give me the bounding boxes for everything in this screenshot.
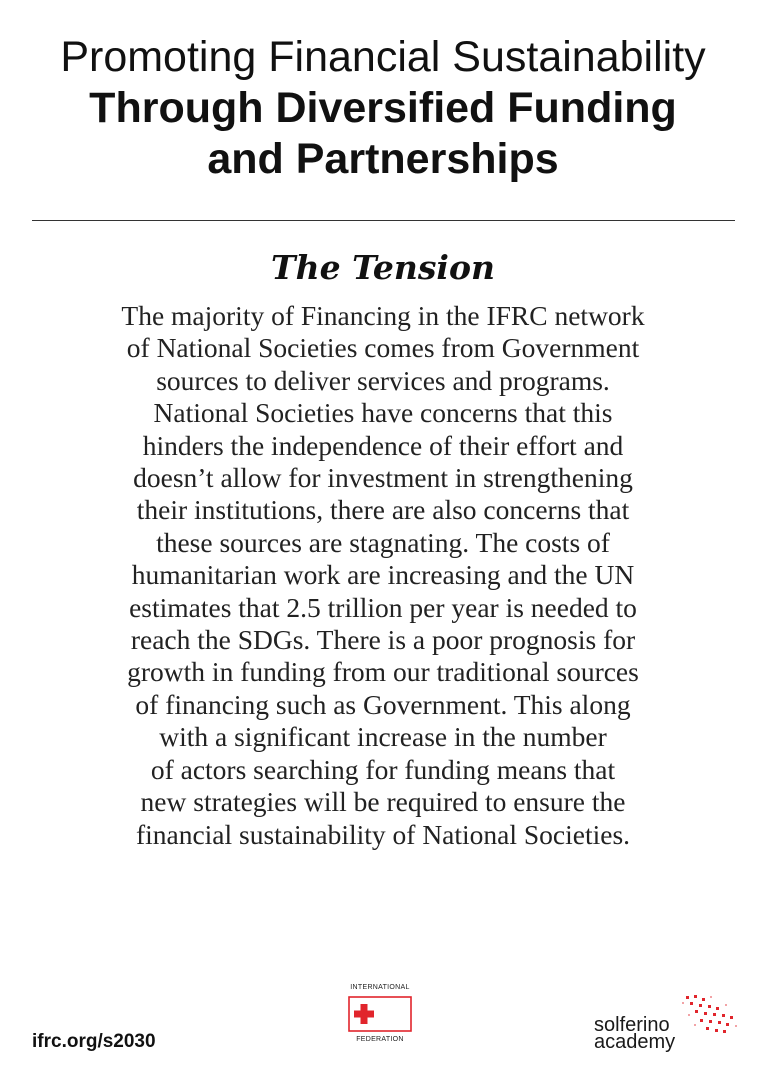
body-line: these sources are stagnating. The costs of [156,526,610,558]
title-line-1: Promoting Financial Sustainability [60,33,706,81]
divider [32,220,735,221]
ifrc-logo [340,980,420,1046]
body-line: National Societies have concerns that this [153,397,613,429]
body-line: financial sustainability of National Societies. [135,818,631,850]
body-line: new strategies will be required to ensure the [140,786,626,818]
section-heading: The Tension [271,248,495,287]
body-line: hinders the independence of their effort and [142,429,624,461]
body-line: doesn’t allow for investment in strengthening [133,462,633,494]
footer-url: ifrc.org/s2030 [32,1031,156,1052]
red-cross-red-crescent-emblem-icon [348,996,412,1032]
body-line: with a significant increase in the number [159,721,607,753]
solferino-academy-logo [590,992,750,1054]
solferino-star-pattern-icon [680,992,740,1038]
solferino-academy-wordmark [594,1014,676,1053]
page-title [0,32,766,185]
body-line: The majority of Financing in the IFRC network [121,300,645,331]
body-line: of National Societies comes from Government [126,332,640,364]
body-line: of actors searching for funding means that [150,753,616,785]
body-line: growth in funding from our traditional sources [127,656,639,688]
body-line: estimates that 2.5 trillion per year is needed to [129,591,637,623]
body-line: of financing such as Government. This along [135,688,631,720]
body-line: sources to deliver services and programs. [156,364,610,396]
body-paragraph [40,300,726,851]
body-line: humanitarian work are increasing and the UN [131,559,635,591]
solferino-wordmark-line-2: academy [594,1031,676,1053]
body-line: reach the SDGs. There is a poor prognosis for [130,624,636,656]
ifrc-logo-bottom-text: FEDERATION [356,1036,404,1043]
title-line-2: Through Diversified Funding [89,84,677,132]
solferino-wordmark-line-1: solferino [594,1014,670,1036]
ifrc-logo-top-text: INTERNATIONAL [350,984,410,991]
title-line-3: and Partnerships [207,135,559,183]
body-line: their institutions, there are also concerns that [136,494,630,526]
